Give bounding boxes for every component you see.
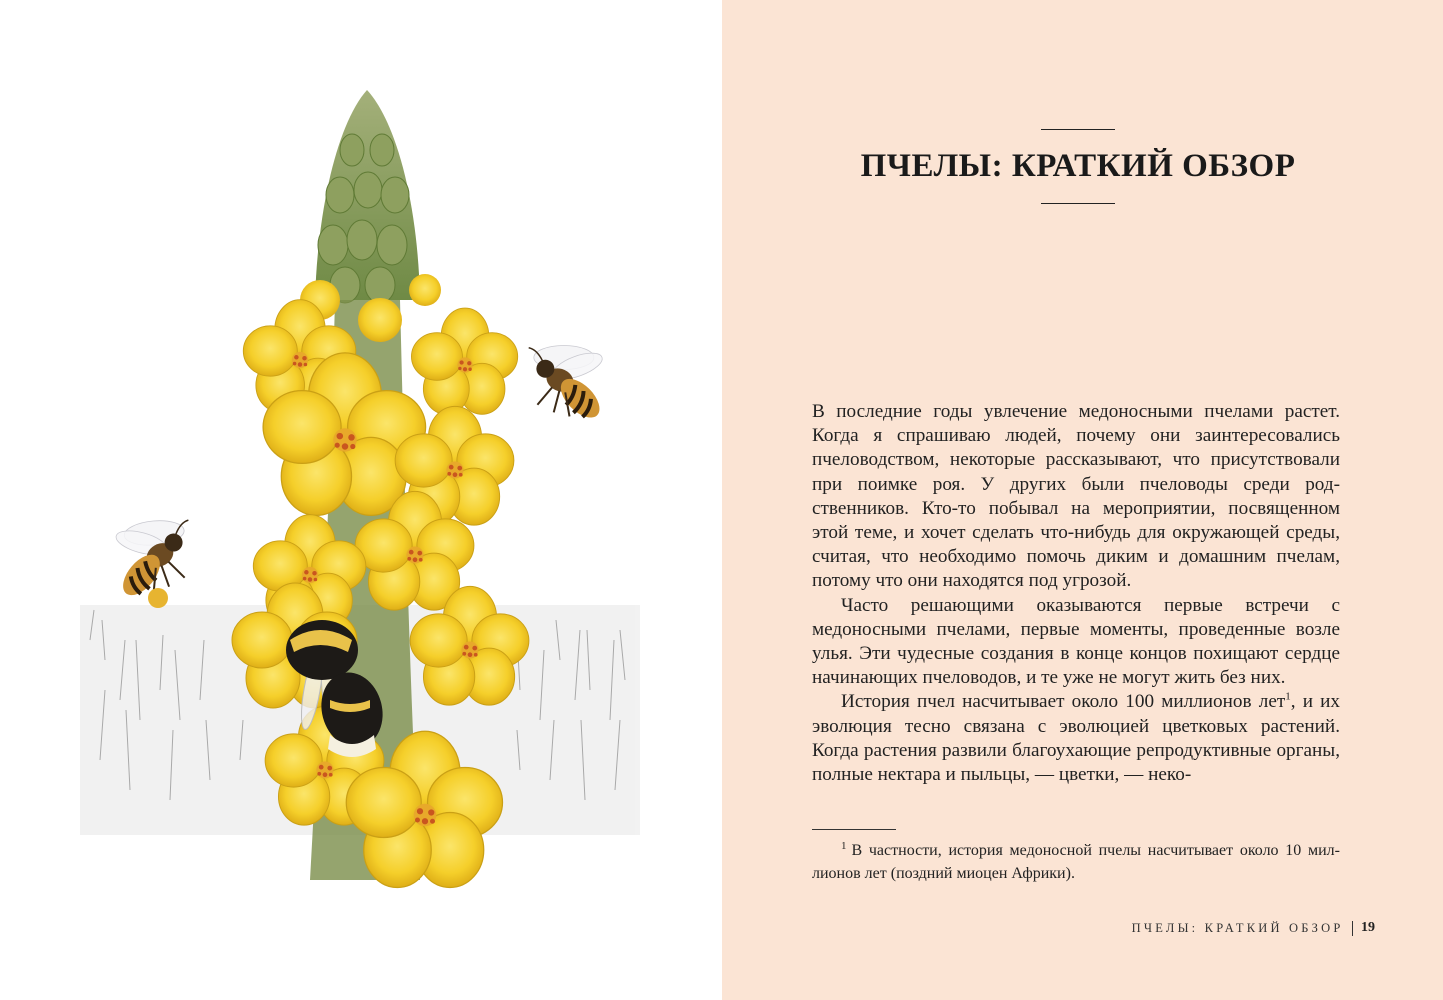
footnote-reference[interactable]: 1 <box>1285 691 1291 704</box>
title-rule-bottom <box>1041 203 1115 204</box>
page-number: 19 <box>1361 920 1375 935</box>
running-head-separator <box>1352 921 1354 936</box>
text-page <box>722 0 1443 1000</box>
paragraph-3-lead: История пчел насчитывает около 100 миллионов лет <box>841 691 1286 713</box>
footnote-text: В частности, история медоносной пчелы насчитывает около 10 миллионов лет (поздний миоцен Африки). <box>812 842 1340 882</box>
paragraph-2: Часто решающими оказываются первые встречи с медоносными пчелами, первые моменты, проведенные возле улья. Эти чудесные создания в конце концов похищают сердце начинающих пчеловодов, и те уже не могут жить без них. <box>812 594 1340 689</box>
running-head <box>1132 920 1375 936</box>
paragraph-1: В последние годы увлечение медоносными пчелами растет. Когда я спрашиваю людей, почему они заинтересовались пчеловодством, некоторые рассказывают, что присутствовали при поимке роя. У других были пчеловоды среди родственников. Кто-то побывал на мероприятии, посвященном этой теме, и хочет сделать что-нибудь для окружающей среды, считая, что необходимо помочь диким и домашним пчелам, потому что они находятся под угрозой. <box>812 401 1340 592</box>
footnote-rule <box>812 829 896 830</box>
chapter-title: ПЧЕЛЫ: КРАТКИЙ ОБЗОР <box>860 148 1296 184</box>
footnote: 1 В частности, история медоносной пчелы насчитывает около 10 миллионов лет (поздний миоцен Африки). <box>812 839 1340 882</box>
paragraph-3: История пчел насчитывает около 100 миллионов лет$^1$, и их эволюция тесно связана с эволюцией цветковых растений. Когда растения развили благоухающие репродуктивные органы, полные нектара и пыльцы, — цветки, — неко- <box>812 691 1340 786</box>
body-text <box>812 400 1340 787</box>
title-rule-top <box>1041 129 1115 130</box>
running-head-title: ПЧЕЛЫ: КРАТКИЙ ОБЗОР <box>1131 920 1344 935</box>
paragraph-3-rest: и их эволюция тесно связана с эволюцией цветковых растений. Когда растения развили благоухающие репродуктивные органы, полные нектара и пыльцы, — цветки, — неко- <box>812 691 1340 786</box>
